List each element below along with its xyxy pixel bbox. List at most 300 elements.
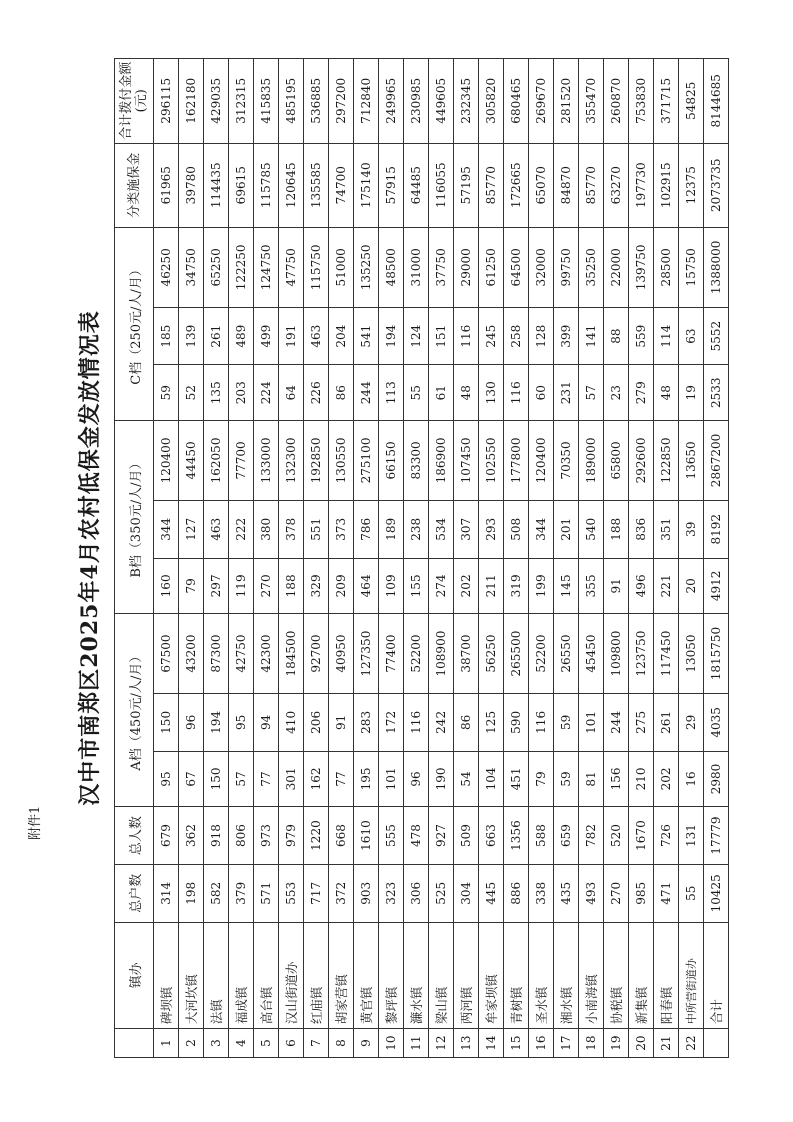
a-tier-persons: 116 bbox=[529, 694, 554, 752]
b-tier-amount: 120400 bbox=[154, 420, 179, 500]
persons-cell: 918 bbox=[204, 807, 229, 865]
row-index: 19 bbox=[604, 1029, 629, 1058]
a-tier-persons: 150 bbox=[154, 694, 179, 752]
households-cell: 198 bbox=[179, 864, 204, 922]
row-index: 17 bbox=[554, 1029, 579, 1058]
allowance-table bbox=[114, 58, 729, 1058]
b-tier-persons: 201 bbox=[554, 500, 579, 558]
c-tier-persons: 261 bbox=[204, 307, 229, 365]
persons-cell: 726 bbox=[654, 807, 679, 865]
total-amount: 297200 bbox=[329, 59, 354, 144]
a-tier-amount: 184500 bbox=[279, 614, 304, 694]
a-tier-households: 57 bbox=[229, 751, 254, 806]
a-tier-amount: 38700 bbox=[454, 614, 479, 694]
total-amount: 449605 bbox=[429, 59, 454, 144]
a-tier-persons: 125 bbox=[479, 694, 504, 752]
a-tier-households: 77 bbox=[254, 751, 279, 806]
classified-amount: 85770 bbox=[479, 143, 504, 227]
b-tier-amount: 162050 bbox=[204, 420, 229, 500]
total-amount: 54825 bbox=[679, 59, 704, 144]
town-name: 黎坪镇 bbox=[379, 922, 404, 1029]
classified-amount: 85770 bbox=[579, 143, 604, 227]
persons-cell: 679 bbox=[154, 807, 179, 865]
b-tier-persons: 188 bbox=[604, 500, 629, 558]
households-cell: 435 bbox=[554, 864, 579, 922]
households-cell: 55 bbox=[679, 864, 704, 922]
a-tier-households: 59 bbox=[554, 751, 579, 806]
town-name: 中所营街道办 bbox=[679, 922, 704, 1029]
a-tier-households: 104 bbox=[479, 751, 504, 806]
c-tier-persons: 141 bbox=[579, 307, 604, 365]
row-index: 8 bbox=[329, 1029, 354, 1058]
a-tier-amount: 265500 bbox=[504, 614, 529, 694]
classified-amount: 84870 bbox=[554, 143, 579, 227]
b-tier-households: 464 bbox=[354, 558, 379, 613]
b-tier-persons: 344 bbox=[529, 500, 554, 558]
c-tier-households: 226 bbox=[304, 365, 329, 420]
table-row bbox=[379, 59, 404, 1058]
persons-cell: 1670 bbox=[629, 807, 654, 865]
persons-cell: 1610 bbox=[354, 807, 379, 865]
b-tier-amount: 120400 bbox=[529, 420, 554, 500]
total-amount: 312315 bbox=[229, 59, 254, 144]
classified-amount: 172665 bbox=[504, 143, 529, 227]
c-tier-amount: 65250 bbox=[204, 227, 229, 307]
b-tier-households: 199 bbox=[529, 558, 554, 613]
b-tier-amount: 189000 bbox=[579, 420, 604, 500]
a-tier-amount: 117450 bbox=[654, 614, 679, 694]
b-tier-amount: 177800 bbox=[504, 420, 529, 500]
a-tier-households: 16 bbox=[679, 751, 704, 806]
b-tier-amount: 122850 bbox=[654, 420, 679, 500]
b-tier-households: 160 bbox=[154, 558, 179, 613]
a-tier-amount: 52200 bbox=[404, 614, 429, 694]
total-amount: 269670 bbox=[529, 59, 554, 144]
classified-amount: 57915 bbox=[379, 143, 404, 227]
b-tier-households: 20 bbox=[679, 558, 704, 613]
classified-amount: 115785 bbox=[254, 143, 279, 227]
classified-amount: 2073735 bbox=[704, 143, 729, 227]
town-name: 新集镇 bbox=[629, 922, 654, 1029]
a-tier-persons: 194 bbox=[204, 694, 229, 752]
b-tier-persons: 534 bbox=[429, 500, 454, 558]
table-row bbox=[504, 59, 529, 1058]
classified-amount: 102915 bbox=[654, 143, 679, 227]
c-tier-persons: 185 bbox=[154, 307, 179, 365]
c-tier-amount: 31000 bbox=[404, 227, 429, 307]
persons-cell: 362 bbox=[179, 807, 204, 865]
households-cell: 582 bbox=[204, 864, 229, 922]
b-tier-amount: 192850 bbox=[304, 420, 329, 500]
b-tier-persons: 8192 bbox=[704, 500, 729, 558]
b-tier-amount: 102550 bbox=[479, 420, 504, 500]
c-tier-amount: 139750 bbox=[629, 227, 654, 307]
row-index: 5 bbox=[254, 1029, 279, 1058]
c-tier-persons: 191 bbox=[279, 307, 304, 365]
table-row bbox=[204, 59, 229, 1058]
row-index: 12 bbox=[429, 1029, 454, 1058]
a-tier-households: 67 bbox=[179, 751, 204, 806]
a-tier-amount: 92700 bbox=[304, 614, 329, 694]
town-name: 小南海镇 bbox=[579, 922, 604, 1029]
c-tier-amount: 61250 bbox=[479, 227, 504, 307]
town-name: 濂水镇 bbox=[404, 922, 429, 1029]
a-tier-households: 451 bbox=[504, 751, 529, 806]
c-tier-households: 64 bbox=[279, 365, 304, 420]
b-tier-households: 91 bbox=[604, 558, 629, 613]
a-tier-persons: 94 bbox=[254, 694, 279, 752]
classified-amount: 197730 bbox=[629, 143, 654, 227]
a-tier-persons: 244 bbox=[604, 694, 629, 752]
a-tier-amount: 87300 bbox=[204, 614, 229, 694]
c-tier-households: 59 bbox=[154, 365, 179, 420]
c-tier-amount: 28500 bbox=[654, 227, 679, 307]
b-tier-persons: 836 bbox=[629, 500, 654, 558]
b-tier-amount: 107450 bbox=[454, 420, 479, 500]
row-index: 13 bbox=[454, 1029, 479, 1058]
persons-cell: 973 bbox=[254, 807, 279, 865]
c-tier-amount: 47750 bbox=[279, 227, 304, 307]
row-index: 21 bbox=[654, 1029, 679, 1058]
table-row bbox=[154, 59, 179, 1058]
persons-cell: 555 bbox=[379, 807, 404, 865]
b-tier-households: 4912 bbox=[704, 558, 729, 613]
b-tier-amount: 65800 bbox=[604, 420, 629, 500]
persons-cell: 17779 bbox=[704, 807, 729, 865]
town-name: 碑坝镇 bbox=[154, 922, 179, 1029]
households-cell: 314 bbox=[154, 864, 179, 922]
a-tier-persons: 590 bbox=[504, 694, 529, 752]
a-tier-households: 77 bbox=[329, 751, 354, 806]
total-amount: 296115 bbox=[154, 59, 179, 144]
total-amount: 8144685 bbox=[704, 59, 729, 144]
town-name: 梁山镇 bbox=[429, 922, 454, 1029]
b-tier-persons: 380 bbox=[254, 500, 279, 558]
a-tier-households: 101 bbox=[379, 751, 404, 806]
total-amount: 355470 bbox=[579, 59, 604, 144]
households-cell: 471 bbox=[654, 864, 679, 922]
persons-cell: 668 bbox=[329, 807, 354, 865]
c-tier-households: 231 bbox=[554, 365, 579, 420]
c-tier-persons: 194 bbox=[379, 307, 404, 365]
b-tier-persons: 463 bbox=[204, 500, 229, 558]
c-tier-persons: 128 bbox=[529, 307, 554, 365]
c-tier-amount: 29000 bbox=[454, 227, 479, 307]
header-b-tier: B档（350元/人/月） bbox=[115, 420, 154, 613]
a-tier-persons: 86 bbox=[454, 694, 479, 752]
b-tier-households: 319 bbox=[504, 558, 529, 613]
a-tier-persons: 101 bbox=[579, 694, 604, 752]
table-row bbox=[179, 59, 204, 1058]
total-amount: 536885 bbox=[304, 59, 329, 144]
b-tier-households: 221 bbox=[654, 558, 679, 613]
b-tier-households: 211 bbox=[479, 558, 504, 613]
header-households: 总户数 bbox=[115, 864, 154, 922]
c-tier-amount: 51000 bbox=[329, 227, 354, 307]
row-index: 4 bbox=[229, 1029, 254, 1058]
table-row bbox=[679, 59, 704, 1058]
a-tier-persons: 410 bbox=[279, 694, 304, 752]
households-cell: 717 bbox=[304, 864, 329, 922]
classified-amount: 57195 bbox=[454, 143, 479, 227]
row-index: 2 bbox=[179, 1029, 204, 1058]
a-tier-amount: 56250 bbox=[479, 614, 504, 694]
a-tier-amount: 52200 bbox=[529, 614, 554, 694]
b-tier-households: 155 bbox=[404, 558, 429, 613]
a-tier-households: 156 bbox=[604, 751, 629, 806]
c-tier-households: 86 bbox=[329, 365, 354, 420]
c-tier-households: 224 bbox=[254, 365, 279, 420]
total-amount: 232345 bbox=[454, 59, 479, 144]
row-index: 10 bbox=[379, 1029, 404, 1058]
c-tier-persons: 463 bbox=[304, 307, 329, 365]
c-tier-amount: 22000 bbox=[604, 227, 629, 307]
c-tier-persons: 116 bbox=[454, 307, 479, 365]
a-tier-persons: 4035 bbox=[704, 694, 729, 752]
b-tier-amount: 275100 bbox=[354, 420, 379, 500]
b-tier-persons: 508 bbox=[504, 500, 529, 558]
households-cell: 493 bbox=[579, 864, 604, 922]
total-amount: 249965 bbox=[379, 59, 404, 144]
a-tier-persons: 275 bbox=[629, 694, 654, 752]
b-tier-persons: 189 bbox=[379, 500, 404, 558]
town-name: 汉山街道办 bbox=[279, 922, 304, 1029]
b-tier-amount: 130550 bbox=[329, 420, 354, 500]
classified-amount: 116055 bbox=[429, 143, 454, 227]
households-cell: 886 bbox=[504, 864, 529, 922]
c-tier-persons: 399 bbox=[554, 307, 579, 365]
persons-cell: 806 bbox=[229, 807, 254, 865]
c-tier-amount: 32000 bbox=[529, 227, 554, 307]
b-tier-amount: 77700 bbox=[229, 420, 254, 500]
b-tier-amount: 292600 bbox=[629, 420, 654, 500]
total-amount: 712840 bbox=[354, 59, 379, 144]
total-row bbox=[704, 59, 729, 1058]
a-tier-households: 96 bbox=[404, 751, 429, 806]
households-cell: 525 bbox=[429, 864, 454, 922]
row-index: 14 bbox=[479, 1029, 504, 1058]
c-tier-persons: 124 bbox=[404, 307, 429, 365]
town-name: 湘水镇 bbox=[554, 922, 579, 1029]
c-tier-amount: 46250 bbox=[154, 227, 179, 307]
a-tier-amount: 45450 bbox=[579, 614, 604, 694]
table-body bbox=[154, 59, 729, 1058]
b-tier-persons: 39 bbox=[679, 500, 704, 558]
c-tier-persons: 541 bbox=[354, 307, 379, 365]
c-tier-amount: 48500 bbox=[379, 227, 404, 307]
persons-cell: 927 bbox=[429, 807, 454, 865]
households-cell: 306 bbox=[404, 864, 429, 922]
town-name: 合计 bbox=[704, 922, 729, 1029]
row-index: 15 bbox=[504, 1029, 529, 1058]
table-row bbox=[304, 59, 329, 1058]
a-tier-households: 54 bbox=[454, 751, 479, 806]
a-tier-households: 162 bbox=[304, 751, 329, 806]
b-tier-amount: 66150 bbox=[379, 420, 404, 500]
classified-amount: 12375 bbox=[679, 143, 704, 227]
households-cell: 985 bbox=[629, 864, 654, 922]
b-tier-households: 202 bbox=[454, 558, 479, 613]
classified-amount: 135585 bbox=[304, 143, 329, 227]
table-row bbox=[279, 59, 304, 1058]
c-tier-persons: 489 bbox=[229, 307, 254, 365]
classified-amount: 63270 bbox=[604, 143, 629, 227]
total-amount: 485195 bbox=[279, 59, 304, 144]
town-name: 胡家营镇 bbox=[329, 922, 354, 1029]
table-row bbox=[229, 59, 254, 1058]
c-tier-households: 23 bbox=[604, 365, 629, 420]
a-tier-amount: 67500 bbox=[154, 614, 179, 694]
header-a-tier: A档（450元/人/月） bbox=[115, 614, 154, 807]
row-index: 7 bbox=[304, 1029, 329, 1058]
b-tier-persons: 238 bbox=[404, 500, 429, 558]
table-row bbox=[629, 59, 654, 1058]
report-sheet bbox=[70, 58, 724, 1058]
a-tier-persons: 29 bbox=[679, 694, 704, 752]
table-row bbox=[329, 59, 354, 1058]
c-tier-persons: 204 bbox=[329, 307, 354, 365]
c-tier-persons: 151 bbox=[429, 307, 454, 365]
a-tier-households: 195 bbox=[354, 751, 379, 806]
b-tier-amount: 186900 bbox=[429, 420, 454, 500]
b-tier-persons: 351 bbox=[654, 500, 679, 558]
b-tier-amount: 44450 bbox=[179, 420, 204, 500]
c-tier-households: 135 bbox=[204, 365, 229, 420]
b-tier-households: 119 bbox=[229, 558, 254, 613]
total-amount: 260870 bbox=[604, 59, 629, 144]
town-name: 阳春镇 bbox=[654, 922, 679, 1029]
table-row bbox=[254, 59, 279, 1058]
a-tier-amount: 108900 bbox=[429, 614, 454, 694]
row-index: 22 bbox=[679, 1029, 704, 1058]
c-tier-amount: 122250 bbox=[229, 227, 254, 307]
total-amount: 305820 bbox=[479, 59, 504, 144]
c-tier-amount: 34750 bbox=[179, 227, 204, 307]
header-c-tier: C档（250元/人/月） bbox=[115, 227, 154, 420]
a-tier-amount: 77400 bbox=[379, 614, 404, 694]
c-tier-persons: 559 bbox=[629, 307, 654, 365]
town-name: 两河镇 bbox=[454, 922, 479, 1029]
row-index: 3 bbox=[204, 1029, 229, 1058]
persons-cell: 588 bbox=[529, 807, 554, 865]
a-tier-households: 301 bbox=[279, 751, 304, 806]
b-tier-households: 355 bbox=[579, 558, 604, 613]
c-tier-households: 48 bbox=[654, 365, 679, 420]
c-tier-amount: 1388000 bbox=[704, 227, 729, 307]
b-tier-households: 274 bbox=[429, 558, 454, 613]
b-tier-amount: 133000 bbox=[254, 420, 279, 500]
a-tier-amount: 26550 bbox=[554, 614, 579, 694]
row-index: 11 bbox=[404, 1029, 429, 1058]
a-tier-persons: 96 bbox=[179, 694, 204, 752]
row-index bbox=[704, 1029, 729, 1058]
town-name: 牟家坝镇 bbox=[479, 922, 504, 1029]
a-tier-amount: 127350 bbox=[354, 614, 379, 694]
households-cell: 304 bbox=[454, 864, 479, 922]
row-index: 6 bbox=[279, 1029, 304, 1058]
c-tier-amount: 124750 bbox=[254, 227, 279, 307]
c-tier-households: 52 bbox=[179, 365, 204, 420]
c-tier-persons: 63 bbox=[679, 307, 704, 365]
a-tier-households: 95 bbox=[154, 751, 179, 806]
classified-amount: 61965 bbox=[154, 143, 179, 227]
persons-cell: 131 bbox=[679, 807, 704, 865]
row-index: 18 bbox=[579, 1029, 604, 1058]
a-tier-persons: 261 bbox=[654, 694, 679, 752]
total-amount: 680465 bbox=[504, 59, 529, 144]
b-tier-households: 209 bbox=[329, 558, 354, 613]
a-tier-amount: 123750 bbox=[629, 614, 654, 694]
row-index: 16 bbox=[529, 1029, 554, 1058]
a-tier-amount: 109800 bbox=[604, 614, 629, 694]
header-classified: 分类施保金 bbox=[115, 143, 154, 227]
c-tier-amount: 64500 bbox=[504, 227, 529, 307]
persons-cell: 663 bbox=[479, 807, 504, 865]
households-cell: 270 bbox=[604, 864, 629, 922]
c-tier-households: 55 bbox=[404, 365, 429, 420]
b-tier-persons: 127 bbox=[179, 500, 204, 558]
b-tier-persons: 373 bbox=[329, 500, 354, 558]
households-cell: 372 bbox=[329, 864, 354, 922]
c-tier-households: 116 bbox=[504, 365, 529, 420]
b-tier-households: 496 bbox=[629, 558, 654, 613]
total-amount: 371715 bbox=[654, 59, 679, 144]
b-tier-households: 79 bbox=[179, 558, 204, 613]
c-tier-households: 244 bbox=[354, 365, 379, 420]
row-index: 1 bbox=[154, 1029, 179, 1058]
table-row bbox=[404, 59, 429, 1058]
a-tier-persons: 242 bbox=[429, 694, 454, 752]
a-tier-households: 79 bbox=[529, 751, 554, 806]
row-index: 20 bbox=[629, 1029, 654, 1058]
attachment-label: 附件1 bbox=[28, 805, 43, 840]
b-tier-persons: 344 bbox=[154, 500, 179, 558]
table-row bbox=[429, 59, 454, 1058]
persons-cell: 979 bbox=[279, 807, 304, 865]
c-tier-amount: 99750 bbox=[554, 227, 579, 307]
c-tier-households: 57 bbox=[579, 365, 604, 420]
b-tier-persons: 540 bbox=[579, 500, 604, 558]
a-tier-households: 2980 bbox=[704, 751, 729, 806]
b-tier-households: 329 bbox=[304, 558, 329, 613]
c-tier-persons: 88 bbox=[604, 307, 629, 365]
households-cell: 338 bbox=[529, 864, 554, 922]
households-cell: 10425 bbox=[704, 864, 729, 922]
classified-amount: 65070 bbox=[529, 143, 554, 227]
c-tier-persons: 114 bbox=[654, 307, 679, 365]
households-cell: 445 bbox=[479, 864, 504, 922]
town-name: 大河坎镇 bbox=[179, 922, 204, 1029]
c-tier-persons: 5552 bbox=[704, 307, 729, 365]
c-tier-amount: 115750 bbox=[304, 227, 329, 307]
a-tier-amount: 1815750 bbox=[704, 614, 729, 694]
b-tier-amount: 132300 bbox=[279, 420, 304, 500]
b-tier-persons: 222 bbox=[229, 500, 254, 558]
a-tier-amount: 13050 bbox=[679, 614, 704, 694]
c-tier-persons: 245 bbox=[479, 307, 504, 365]
b-tier-persons: 378 bbox=[279, 500, 304, 558]
page-title: 汉中市南郑区2025年4月农村低保金发放情况表 bbox=[77, 310, 103, 806]
c-tier-households: 19 bbox=[679, 365, 704, 420]
header-persons: 总人数 bbox=[115, 807, 154, 865]
c-tier-persons: 139 bbox=[179, 307, 204, 365]
a-tier-amount: 40950 bbox=[329, 614, 354, 694]
b-tier-households: 109 bbox=[379, 558, 404, 613]
table-row bbox=[654, 59, 679, 1058]
a-tier-persons: 206 bbox=[304, 694, 329, 752]
persons-cell: 782 bbox=[579, 807, 604, 865]
town-name: 法镇 bbox=[204, 922, 229, 1029]
